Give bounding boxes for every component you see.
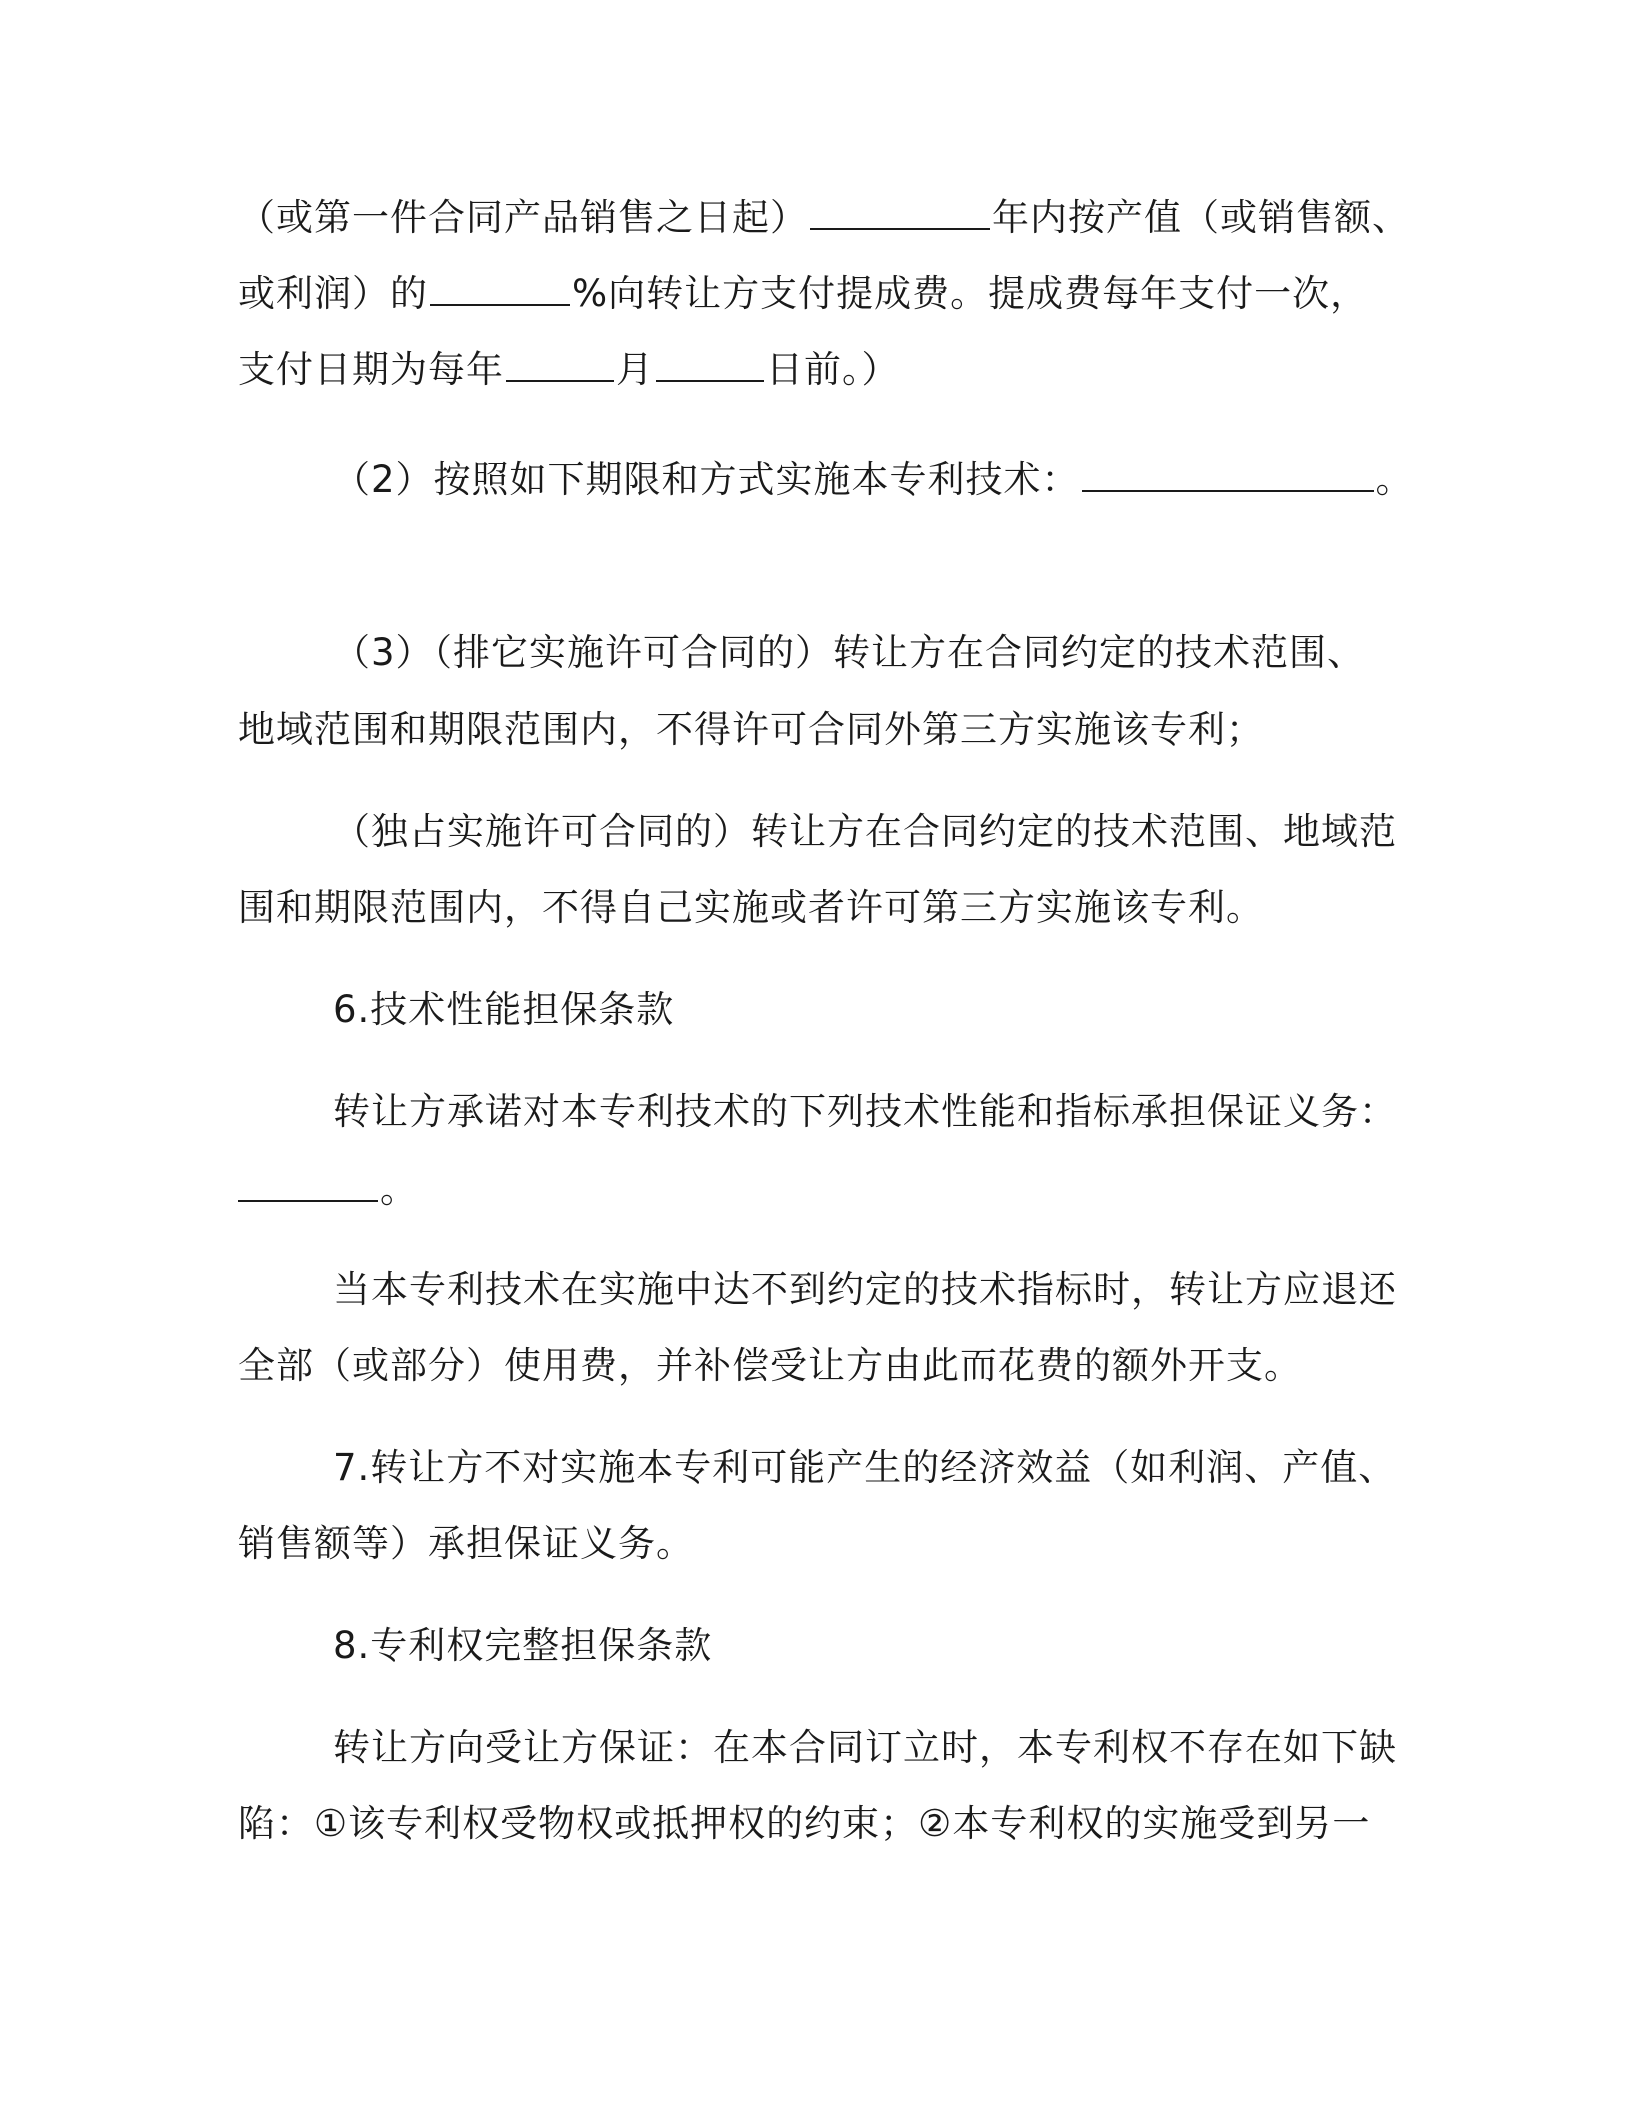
section-heading: 6.技术性能担保条款 [333, 988, 675, 1031]
fill-blank [506, 344, 614, 382]
paragraph-line [333, 454, 1414, 502]
paragraph-line: 围和期限范围内，不得自己实施或者许可第三方实施该专利。 [238, 886, 1264, 929]
paragraph-line [238, 268, 1368, 316]
paragraph-line: 销售额等）承担保证义务。 [238, 1522, 694, 1565]
paragraph-line [238, 344, 900, 392]
paragraph-line [238, 192, 1410, 240]
text-segment: 月 [616, 348, 654, 391]
text-segment: （2）按照如下期限和方式实施本专利技术： [333, 458, 1080, 501]
text-segment: %向转让方支付提成费。提成费每年支付一次， [572, 272, 1369, 315]
paragraph-line: （3）（排它实施许可合同的）转让方在合同约定的技术范围、 [333, 631, 1366, 674]
text-segment: 。 [1375, 458, 1414, 501]
text-segment: （或第一件合同产品销售之日起） [238, 196, 808, 239]
text-segment: 支付日期为每年 [238, 348, 504, 391]
paragraph-line: 当本专利技术在实施中达不到约定的技术指标时，转让方应退还 [333, 1268, 1397, 1311]
fill-blank [656, 344, 764, 382]
fill-blank [810, 192, 990, 230]
paragraph-line: 转让方向受让方保证：在本合同订立时，本专利权不存在如下缺 [333, 1726, 1397, 1769]
paragraph-line: 陷：①该专利权受物权或抵押权的约束；②本专利权的实施受到另一 [238, 1802, 1371, 1845]
paragraph-line: （独占实施许可合同的）转让方在合同约定的技术范围、地域范 [333, 810, 1397, 853]
paragraph-line [238, 1164, 418, 1212]
fill-blank [430, 268, 570, 306]
text-segment: 年内按产值（或销售额、 [992, 196, 1410, 239]
fill-blank [1082, 454, 1374, 492]
paragraph-line: 全部（或部分）使用费，并补偿受让方由此而花费的额外开支。 [238, 1344, 1302, 1387]
section-heading: 8.专利权完整担保条款 [333, 1624, 713, 1667]
text-segment: 或利润）的 [238, 272, 428, 315]
paragraph-line: 转让方承诺对本专利技术的下列技术性能和指标承担保证义务： [333, 1090, 1397, 1133]
text-segment: 日前。） [766, 348, 900, 391]
fill-blank [238, 1164, 378, 1202]
paragraph-line: 7.转让方不对实施本专利可能产生的经济效益（如利润、产值、 [333, 1446, 1397, 1489]
text-segment: 。 [380, 1168, 418, 1211]
paragraph-line: 地域范围和期限范围内，不得许可合同外第三方实施该专利； [238, 708, 1264, 751]
